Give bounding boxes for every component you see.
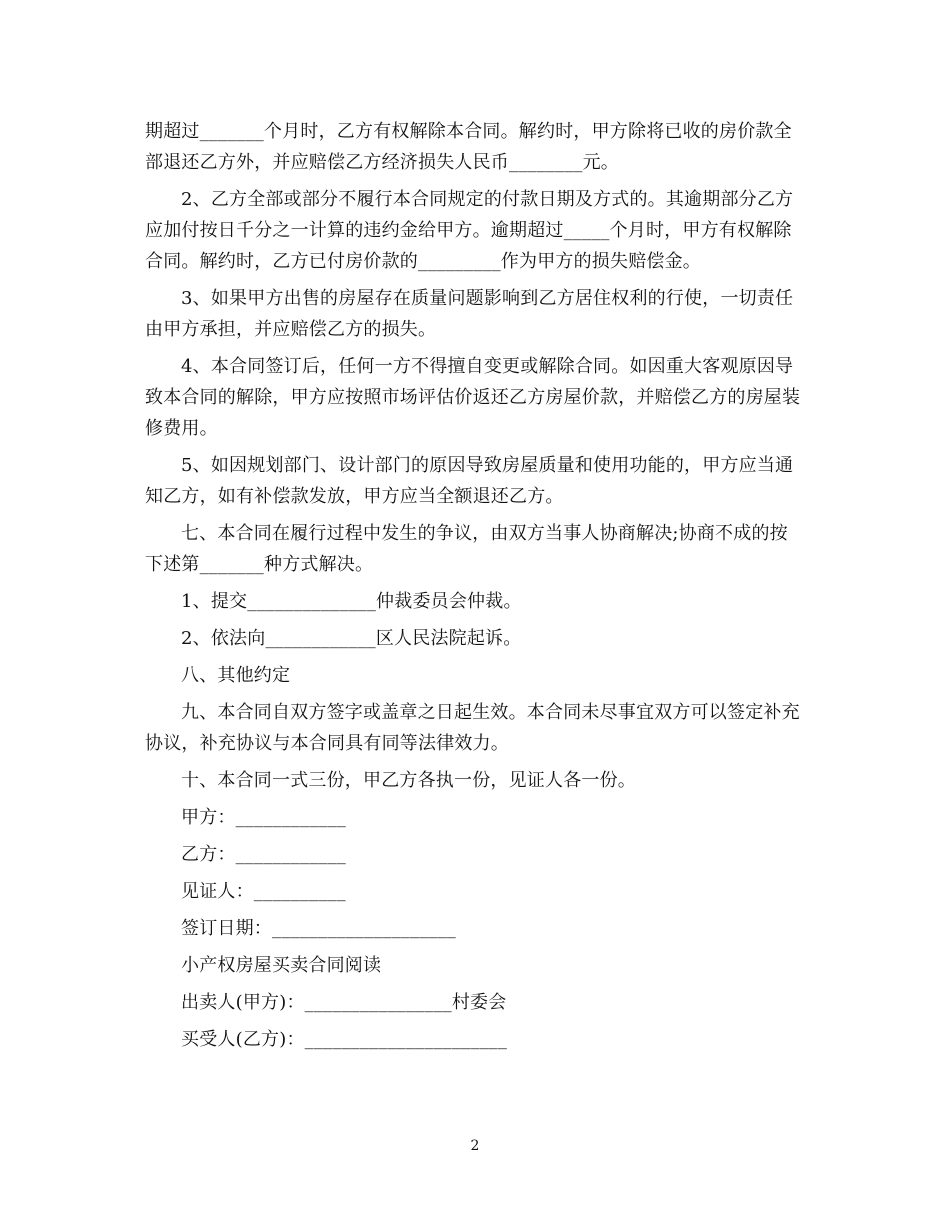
section-title: 小产权房屋买卖合同阅读 [181,955,382,976]
buyer-field: 买受人(乙方)：______________________ [181,1029,508,1050]
paragraph-8-other-terms: 八、其他约定 [181,665,291,686]
paragraph-2-payment-breach: 2、乙方全部或部分不履行本合同规定的付款日期及方式的。其逾期部分乙方应加付按日千分之一计算的违约金给甲方。逾期超过_____个月时，甲方有权解除合同。解约时，乙方已付房价款的_________作为甲方的损失赔偿金。 [145,189,794,272]
seller-field: 出卖人(甲方)：________________村委会 [181,992,507,1013]
paragraph-4-termination: 4、本合同签订后，任何一方不得擅自变更或解除合同。如因重大客观原因导致本合同的解除，甲方应按照市场评估价返还乙方房屋价款，并赔偿乙方的房屋装修费用。 [145,356,801,439]
witness-signature: 见证人：__________ [181,881,346,902]
document-body [145,116,805,1061]
paragraph-continuation: 期超过_______个月时，乙方有权解除本合同。解约时，甲方除将已收的房价款全部退还乙方外，并应赔偿乙方经济损失人民币________元。 [145,121,792,173]
page-number: 2 [470,1138,480,1154]
paragraph-9-effectiveness: 九、本合同自双方签字或盖章之日起生效。本合同未尽事宜双方可以签定补充协议，补充协议与本合同具有同等法律效力。 [145,702,800,754]
dispute-option-court: 2、依法向____________区人民法院起诉。 [181,628,522,649]
dispute-option-arbitration: 1、提交______________仲裁委员会仲裁。 [181,591,522,612]
party-b-signature: 乙方：____________ [181,844,346,865]
party-a-signature: 甲方：____________ [181,807,346,828]
paragraph-7-dispute: 七、本合同在履行过程中发生的争议，由双方当事人协商解决;协商不成的按下述第_______种方式解决。 [145,523,788,575]
paragraph-5-compensation: 5、如因规划部门、设计部门的原因导致房屋质量和使用功能的，甲方应当通知乙方，如有补偿款发放，甲方应当全额退还乙方。 [145,455,794,507]
paragraph-3-quality-issue: 3、如果甲方出售的房屋存在质量问题影响到乙方居住权利的行使，一切责任由甲方承担，并应赔偿乙方的损失。 [145,288,794,340]
paragraph-10-copies: 十、本合同一式三份，甲乙方各执一份，见证人各一份。 [181,770,636,791]
signing-date: 签订日期：____________________ [181,918,456,939]
